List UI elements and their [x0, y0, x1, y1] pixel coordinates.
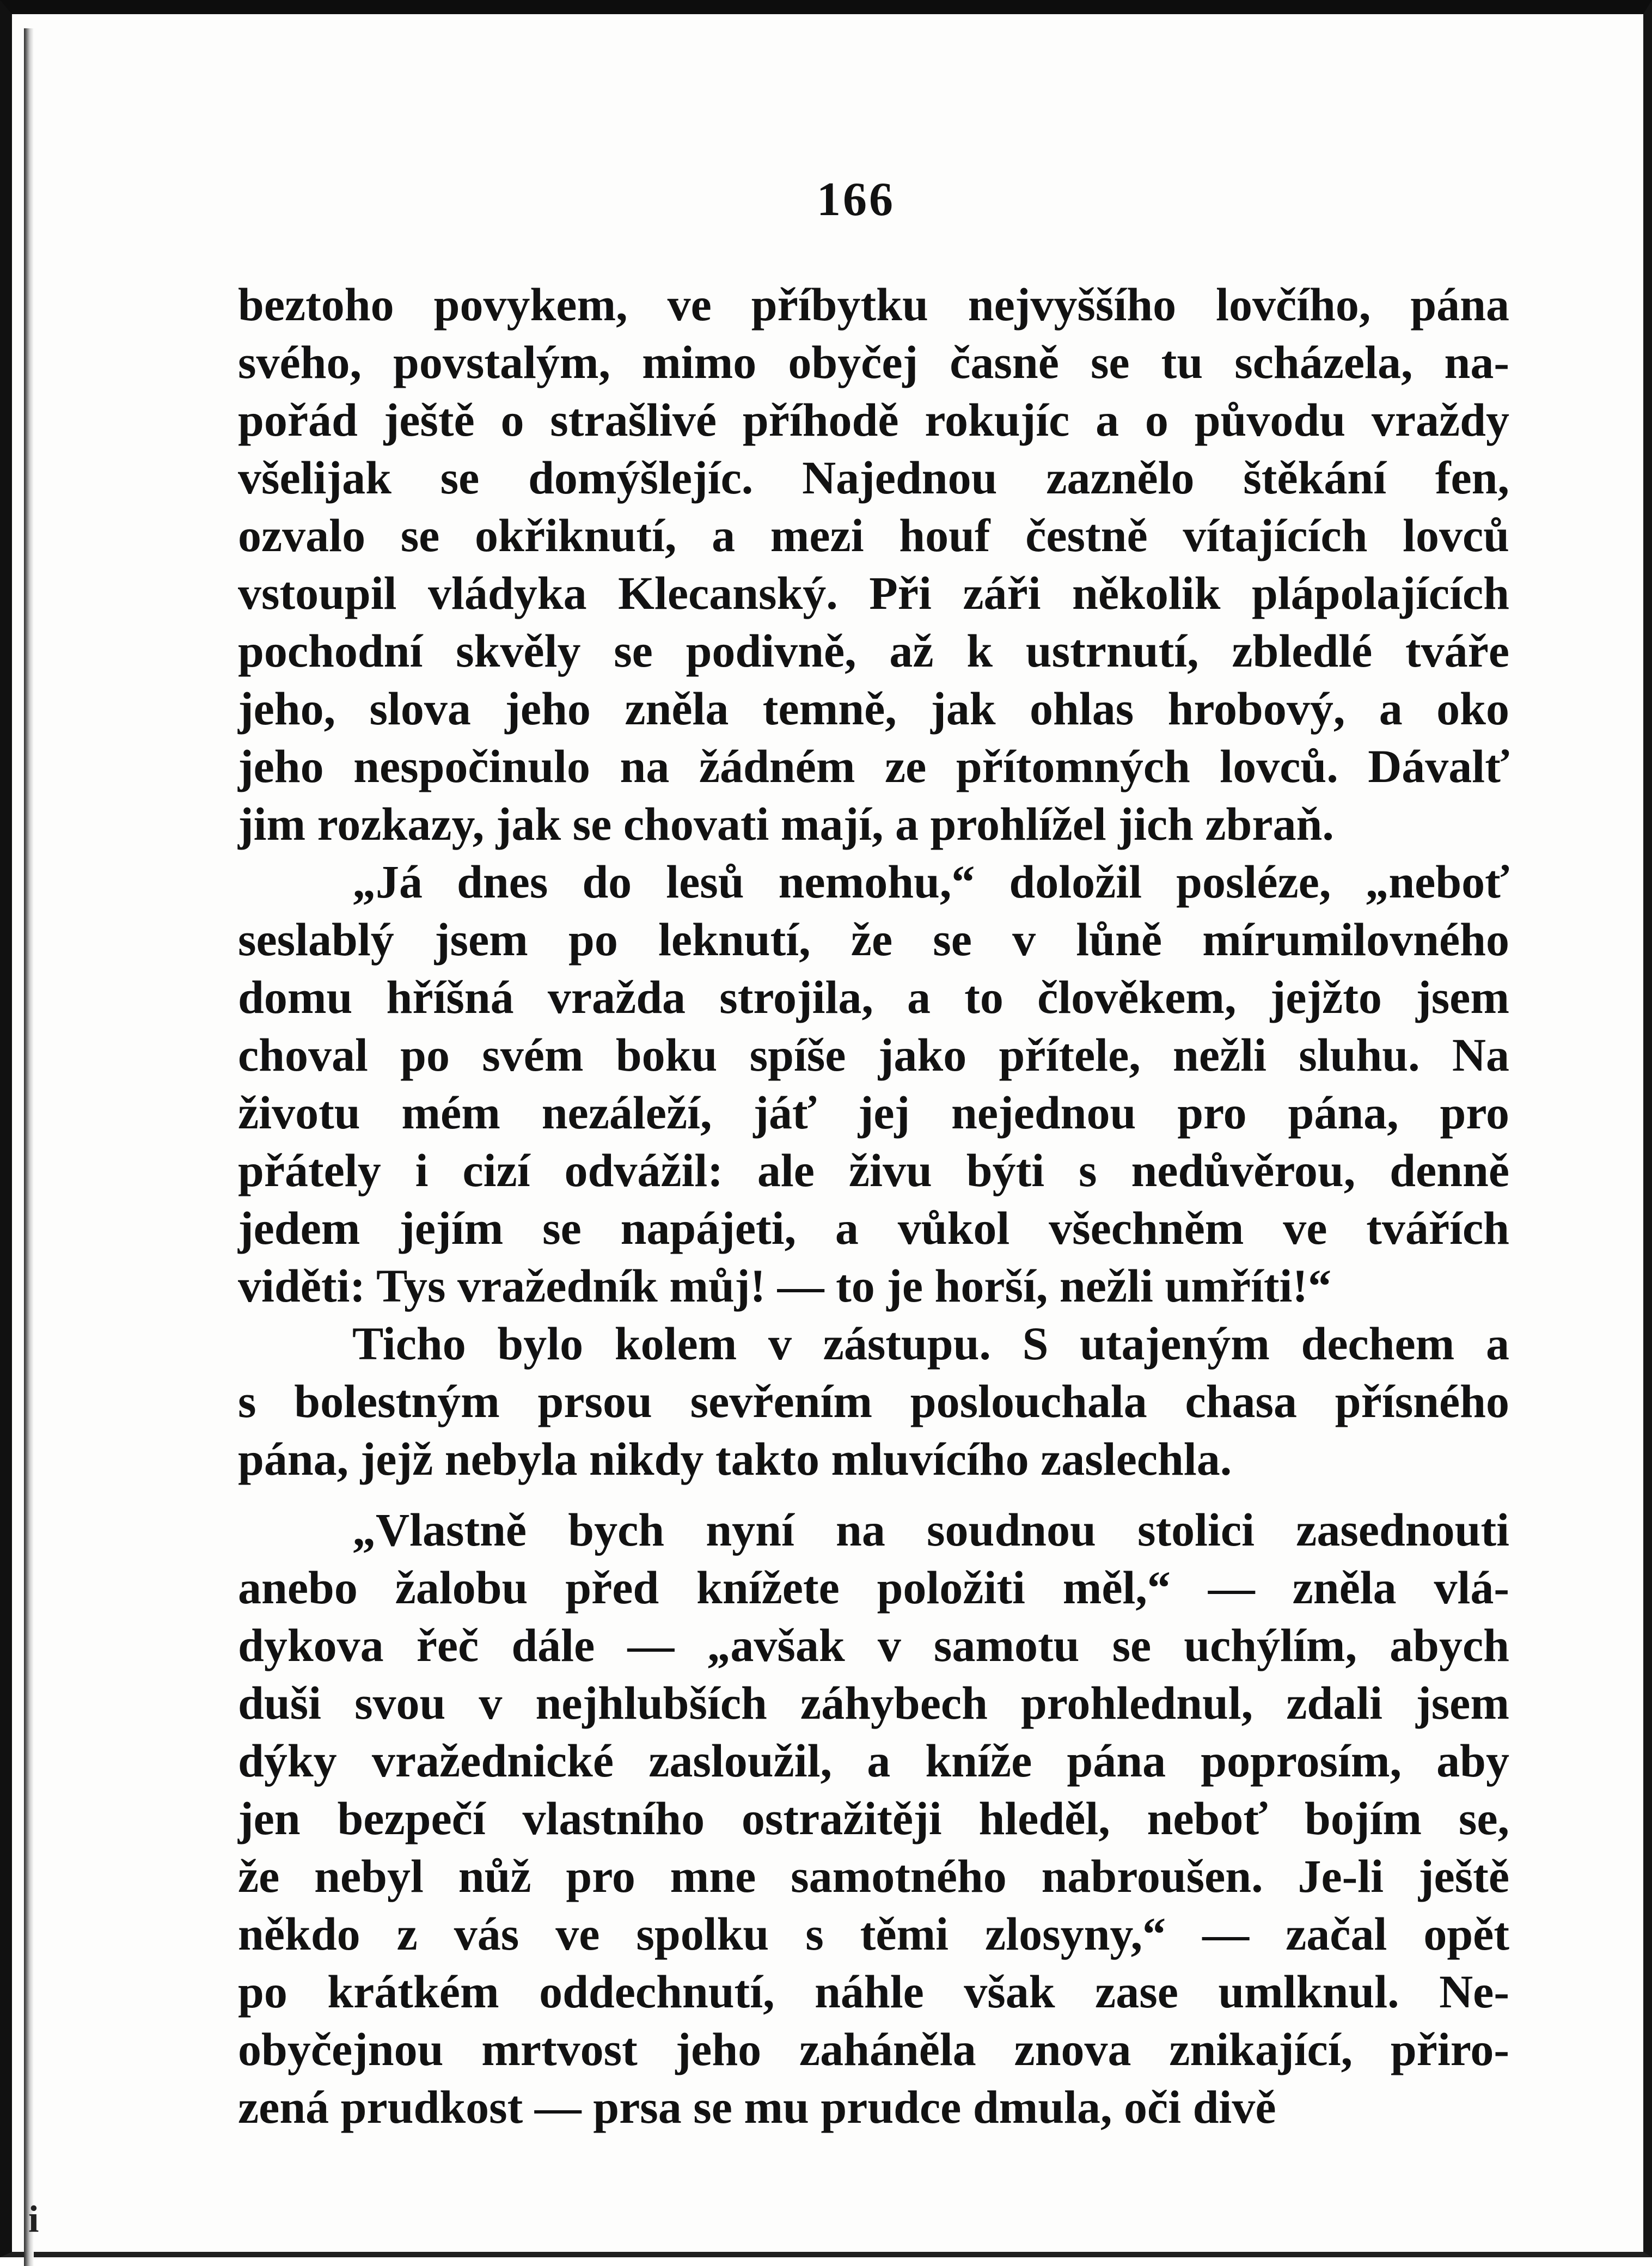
- text-line: ozvalo se okřiknutí, a mezi houf čestně vítajících lovců: [238, 509, 1509, 561]
- text-line: pána, jejž nebyla nikdy takto mluvícího zaslechla.: [238, 1433, 1232, 1485]
- text-line: choval po svém boku spíše jako přítele, nežli sluhu. Na: [238, 1029, 1509, 1081]
- body-text: [238, 276, 1509, 2136]
- text-line: zená prudkost — prsa se mu prudce dmula, oči divě: [238, 2081, 1276, 2133]
- text-line: jen bezpečí vlastního ostražitěji hleděl, neboť bojím se,: [238, 1792, 1509, 1844]
- paragraph: [238, 276, 1509, 853]
- page-binding-edge: [24, 28, 34, 2266]
- text-line: jim rozkazy, jak se chovati mají, a prohlížel jich zbraň.: [238, 798, 1334, 850]
- text-line: s bolestným prsou sevřením poslouchala chasa přísného: [238, 1375, 1509, 1427]
- text-line: že nebyl nůž pro mne samotného nabroušen. Je-li ještě: [238, 1850, 1509, 1902]
- text-line: všelijak se domýšlejíc. Najednou zaznělo štěkání fen,: [238, 451, 1509, 504]
- text-line: jedem jejím se napájeti, a vůkol všechněm ve tvářích: [238, 1202, 1509, 1254]
- text-line: dykova řeč dále — „avšak v samotu se uchýlím, abych: [238, 1619, 1509, 1671]
- text-line: přátely i cizí odvážil: ale živu býti s nedůvěrou, denně: [238, 1144, 1509, 1196]
- text-line: duši svou v nejhlubších záhybech prohlednul, zdali jsem: [238, 1677, 1509, 1729]
- paragraph: [238, 1315, 1509, 1488]
- text-line: životu mém nezáleží, jáť jej nejednou pro pána, pro: [238, 1086, 1509, 1139]
- text-line: jeho, slova jeho zněla temně, jak ohlas hrobový, a oko: [238, 682, 1509, 735]
- text-line: svého, povstalým, mimo obyčej časně se tu scházela, na-: [238, 336, 1509, 388]
- text-line: seslablý jsem po leknutí, že se v lůně mírumilovného: [238, 913, 1509, 966]
- text-line: „Já dnes do lesů nemohu,“ doložil posléze, „neboť: [352, 856, 1509, 908]
- text-line: domu hříšná vražda strojila, a to člověkem, jejžto jsem: [238, 971, 1509, 1023]
- paragraph-gap: [238, 1488, 1509, 1501]
- text-line: pochodní skvěly se podivně, až k ustrnutí, zbledlé tváře: [238, 625, 1509, 677]
- text-line: pořád ještě o strašlivé příhodě rokujíc a o původu vraždy: [238, 394, 1509, 446]
- text-line: jeho nespočinulo na žádném ze přítomných lovců. Dávalť: [238, 740, 1509, 792]
- text-line: beztoho povykem, ve příbytku nejvyššího lovčího, pána: [238, 278, 1509, 331]
- text-line: dýky vražednické zasloužil, a kníže pána poprosím, aby: [238, 1734, 1509, 1787]
- paragraph: [238, 1501, 1509, 2136]
- text-line: po krátkém oddechnutí, náhle však zase umlknul. Ne-: [238, 1965, 1509, 2018]
- text-line: Ticho bylo kolem v zástupu. S utajeným dechem a: [352, 1317, 1509, 1370]
- text-line: někdo z vás ve spolku s těmi zlosyny,“ — začal opět: [238, 1908, 1509, 1960]
- paragraph: [238, 853, 1509, 1315]
- text-line: anebo žalobu před knížete položiti měl,“ — zněla vlá-: [238, 1561, 1509, 1614]
- page-number: 166: [817, 173, 895, 226]
- text-line: viděti: Tys vražedník můj! — to je horší, nežli umříti!“: [238, 1260, 1332, 1312]
- text-line: obyčejnou mrtvost jeho zaháněla znova znikající, přiro-: [238, 2023, 1509, 2075]
- corner-mark: i: [28, 2198, 39, 2240]
- text-line: vstoupil vládyka Klecanský. Při záři několik plápolajících: [238, 567, 1509, 619]
- text-line: „Vlastně bych nyní na soudnou stolici zasednouti: [352, 1504, 1509, 1556]
